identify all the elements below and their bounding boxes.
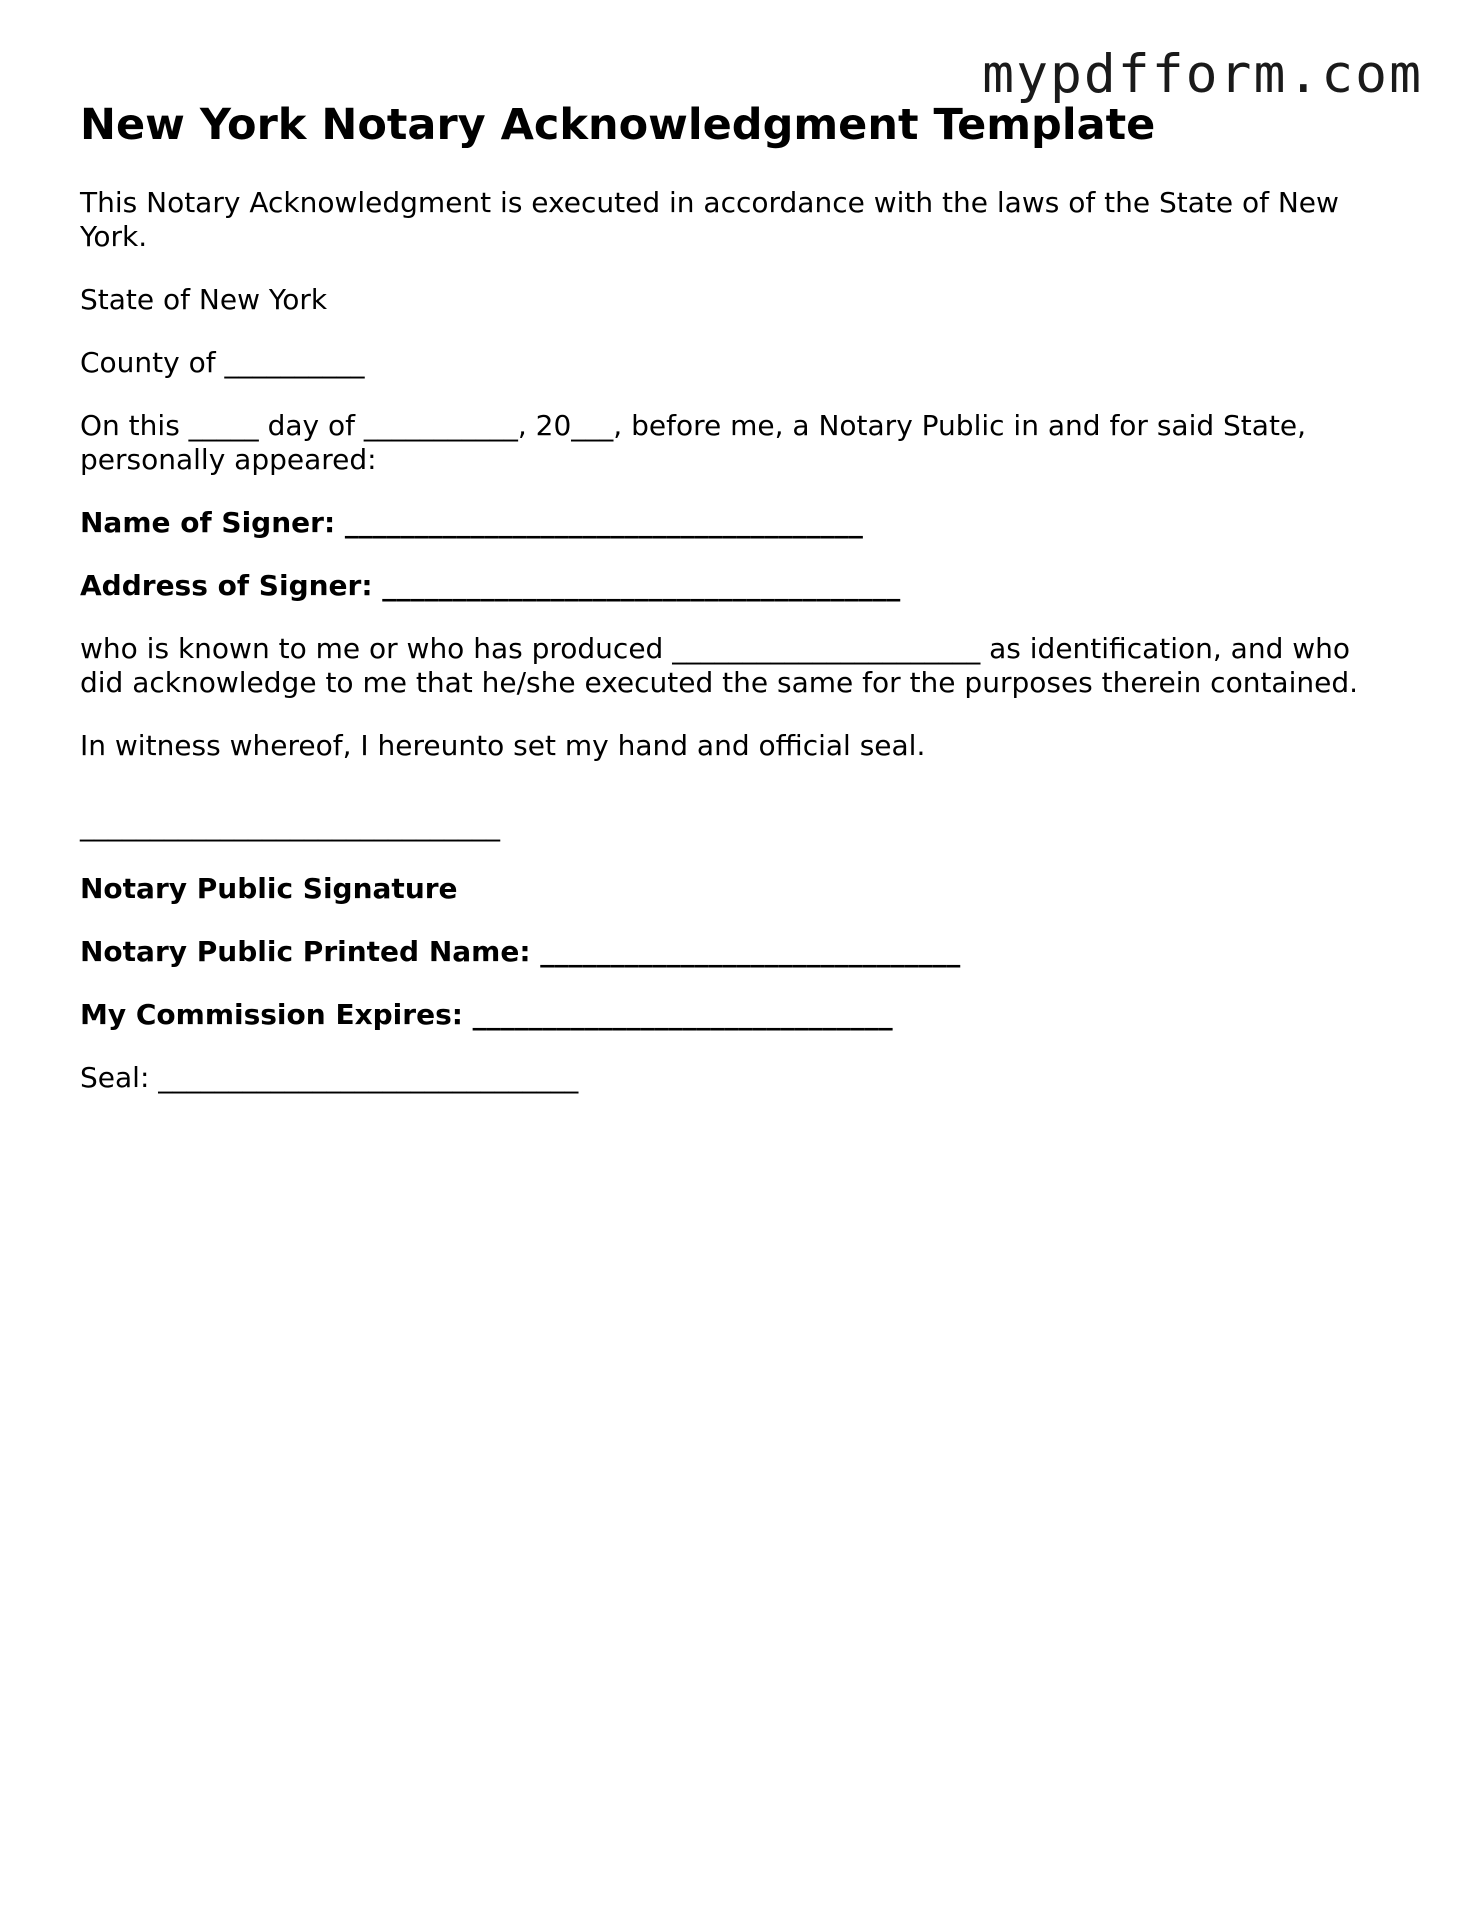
signature-line: ______________________________: [80, 808, 500, 842]
witness-paragraph: In witness whereof, I hereunto set my hand and official seal.: [80, 728, 926, 762]
page-title: New York Notary Acknowledgment Template: [80, 100, 1156, 150]
signer-name-field: Name of Signer: _____________________________________: [80, 505, 863, 539]
watermark: mypdfform.com: [982, 44, 1423, 105]
commission-expires-field: My Commission Expires: ______________________________: [80, 997, 893, 1031]
signer-address-field: Address of Signer: _____________________________________: [80, 568, 901, 602]
document-body: [80, 100, 1400, 1124]
state-line: State of New York: [80, 282, 328, 316]
appearance-paragraph: On this _____ day of ___________, 20___, before me, a Notary Public in and for said State, personally appeared:: [80, 408, 1307, 476]
identification-paragraph: who is known to me or who has produced ______________________ as identification, and who did acknowledge to me that he/she executed the same for the purposes therein contained.: [80, 631, 1359, 699]
seal-field: Seal: ______________________________: [80, 1060, 579, 1094]
county-field: County of __________: [80, 345, 365, 379]
printed-name-field: Notary Public Printed Name: ______________________________: [80, 934, 961, 968]
notary-signature-label: Notary Public Signature: [80, 871, 458, 905]
intro-paragraph: This Notary Acknowledgment is executed in accordance with the laws of the State of New York.: [80, 185, 1339, 253]
